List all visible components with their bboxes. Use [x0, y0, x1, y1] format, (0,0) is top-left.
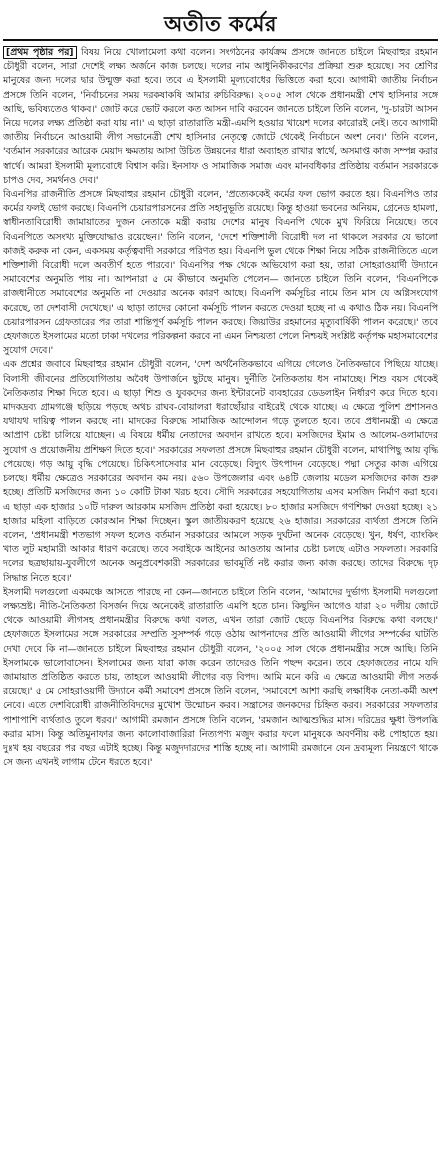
article-paragraph — [3, 46, 438, 188]
article-paragraph: ইসলামী দলগুলো একমঞ্চে আসতে পারছে না কেন—জানতে চাইলে তিনি বলেন, 'আমাদের দুর্ভাগ্য ইসলামী দলগুলো লক্ষ্যভ্রষ্ট। নীতি-নৈতিকতা বিসর্জন দিয়ে অনেকেই রাতারাতি এমপি হতে চান। কিছুদিন আগেও যারা ২০ দলীয় জোটে থেকে আওয়ামী লীগসহ প্রধানমন্ত্রীর বিরুদ্ধে কথা বলত, এখন তারা জোট ছেড়ে বিএনপির বিরুদ্ধে কথা বলছে।' হেফাজতে ইসলামের সঙ্গে সরকারের সম্প্রতি সুসম্পর্ক গড়ে ওঠায় আপনাদের প্রতি আওয়ামী লীগের সম্পর্কের ঘাটতি দেখা দেবে কি না—জানতে চাইলে মিছবাহুর রহমান চৌধুরী বলেন, '২০০৫ সাল থেকে প্রধানমন্ত্রীর সঙ্গে আছি। তিনি ইসলামকে ভালোবাসেন। ইসলামের জন্য যারা কাজ করেন তাদেরও তিনি পছন্দ করেন। তবে হেফাজতের নামে যদি জামায়াত প্রতিষ্ঠিত করতে চায়, তাহলে আওয়ামী লীগের বড় বিপদ। আমি মনে করি এ ক্ষেত্রে আওয়ামী লীগ সতর্ক রয়েছে।' ৫ মে সোহরাওয়ার্দী উদ্যানে কর্মী সমাবেশ প্রসঙ্গে তিনি বলেন, 'সমাবেশে আশা করছি লক্ষাধিক নেতা-কর্মী অংশ নেবে। এতে দেশবিরোধী রাজনীতিবিদদের মুখোশ উন্মোচন করব। সন্ত্রাসের জনকদের চিহ্নিত করব। সরকারের সফলতার পাশাপাশি ব্যর্থতাও তুলে ধরব।' আগামী রমজান প্রসঙ্গে তিনি বলেন, 'রমজান আত্মশুদ্ধির মাস। দরিদ্রের ক্ষুধা উপলব্ধি করার মাস। কিন্তু অতিমুনাফার জন্য কালোবাজারিরা নিত্যপণ্য মজুদ করার ফলে মানুষকে অবর্ণনীয় কষ্ট পোহাতে হয়। দুঃখ হয় বছরের পর বছর এটাই হচ্ছে। কিন্তু মজুদদারদের শাস্তি হচ্ছে না। আগামী রমজানে যেন দ্রব্যমূল্য নিয়ন্ত্রণে থাকে সে জন্য এখনই লাগাম টেনে ধরতে হবে।' — [3, 586, 438, 769]
paragraph-text: বিষয় নিয়ে খোলামেলা কথা বলেন। সংগঠনের কার্যক্রম প্রসঙ্গে জানতে চাইলে মিছবাহুর রহমান চৌধুরী বলেন, সারা দেশেই লক্ষ্য অর্জনে কাজ চলছে। দলের নাম আধুনিকীকরণের প্রক্রিয়া শুরু হয়েছে। সব শ্রেণির মানুষের জন্য দলের দ্বার উন্মুক্ত করা হবে। তবে এ ইসলামী মূল্যবোধের ভিত্তিতে করা হবে। আগামী জাতীয় নির্বাচন প্রসঙ্গে তিনি বলেন, 'নির্বাচনের সময় দরকষাকষি আমার রুচিবিরুদ্ধ। ২০০৫ সাল থেকে প্রধানমন্ত্রী শেখ হাসিনার সঙ্গে আছি, ভবিষ্যতেও থাকব।' জোট করে ভোট করলে কত আসন দাবি করবেন জানতে চাইলে তিনি বলেন, 'দু-চারটা আসন নিয়ে দলের লক্ষ্য প্রতিষ্ঠা করা যায় না।' এ ছাড়া রাতারাতি মন্ত্রী-এমপি হওয়ার খায়েশ দলের কারোরই নেই। তবে আগামী জাতীয় নির্বাচনে আওয়ামী লীগ সভানেত্রী শেখ হাসিনার নেতৃত্বে জোটে থেকেই নির্বাচনে অংশ নেব।' তিনি বলেন, 'বর্তমান সরকারের আরেক মেয়াদ ক্ষমতায় আসা উচিত উন্নয়নের ধারা অব্যাহত রাখার স্বার্থে, অসমাপ্ত কাজ সম্পন্ন করার স্বার্থে। আমরা ইসলামী মূল্যবোধে বিশ্বাস করি। ইনসাফ ও সামাজিক সমাজ এবং মানবধিকার প্রতিষ্ঠায় বর্তমান সরকারকে চাপও দেব, সমর্থনও দেব।' — [3, 47, 438, 186]
article-body — [3, 46, 438, 1174]
article-paragraph: বিএনপির রাজনীতি প্রসঙ্গে মিছবাহুর রহমান চৌধুরী বলেন, 'প্রত্যেককেই কর্মের ফল ভোগ করতে হয়। বিএনপিও তার কর্মের ফলই ভোগ করছে। বিএনপি চেয়ারপারসনের প্রতি সহানুভূতি রয়েছে। কিন্তু হাওয়া ভবনের অনিয়ম, গ্রেনেড হামলা, স্বাধীনতাবিরোধী জামায়াতের দুজন নেতাকে মন্ত্রী করায় দেশের মানুষ বিএনপি থেকে মুখ ফিরিয়ে নিয়েছে। তবে বিএনপিতে অসংখ্য মুক্তিযোদ্ধাও রয়েছেন।' তিনি বলেন, 'দেশে শক্তিশালী বিরোধী দল না থাকলে সরকার যে ভালো কাজই করুক না কেন, একসময় কর্তৃত্ববাদী সরকারে পরিণত হয়। বিএনপি ভুল থেকে শিক্ষা নিয়ে সঠিক রাজনীতিতে এলে শক্তিশালী বিরোধী দলে অবতীর্ণ হতে পারবে।' বিএনপির পক্ষ থেকে অভিযোগ করা হয়, তারা সোহরাওয়ার্দী উদ্যানে সমাবেশের অনুমতি পায় না। আপনারা ৫ মে কীভাবে অনুমতি পেলেন— জানতে চাইলে তিনি বলেন, 'বিএনপিকে রাজধানীতে সমাবেশের অনুমতি না দেওয়ার অনেক কারণ আছে। বিএনপি কর্মসূচির নামে তিন মাস যে অগ্নিসংযোগ করেছে, তা দেশবাসী দেখেছে।' এ ছাড়া তাদের কোনো কর্মসূচি পালন করতে দেওয়া হচ্ছে না এ কথাও ঠিক নয়। বিএনপি চেয়ারপারসন গ্রেফতারের পর তারা শান্তিপূর্ণ কর্মসূচি পালন করছে। জিয়াউর রহমানের মৃত্যুবার্ষিকী পালন করেছে।' তবে হেফাজতে ইসলামের মতো ঢাকা দখলের পরিকল্পনা করবে না এমন নিশ্চয়তা পেলে নিশ্চয়ই সংশ্লিষ্ট কর্তৃপক্ষ মহাসমাবেশের সুযোগ দেবে।' — [3, 189, 438, 357]
article-paragraph: এক প্রশ্নের জবাবে মিছবাহুর রহমান চৌধুরী বলেন, 'দেশ অর্থনৈতিকভাবে এগিয়ে গেলেও নৈতিকভাবে পিছিয়ে যাচ্ছে। বিলাসী জীবনের প্রতিযোগিতায় অবৈধ উপার্জনে ছুটছে মানুষ। দুর্নীতি নৈতিকতায় ধস নামাচ্ছে। শিশু বয়স থেকেই নৈতিকতার শিক্ষা দিতে হবে। এ ছাড়া শিশু ও যুবকদের জন্য ইন্টারনেট ব্যবহারের ডেডলাইন নির্ধারণ করে দিতে হবে। মাদকদ্রব্য গ্রামগঞ্জে ছড়িয়ে পড়ছে অথচ রাঘব-বোয়ালরা ধরাছোঁয়ার বাইরেই থেকে যাচ্ছে। এ ক্ষেত্রে পুলিশ প্রশাসনও যথাযথ দায়িত্ব পালন করছে না। মাদকের বিরুদ্ধে সামাজিক আন্দোলন গড়ে তুলতে হবে। তবে প্রধানমন্ত্রী এ ক্ষেত্রে আপ্রাণ চেষ্টা চালিয়ে যাচ্ছেন। এ বিষয়ে ধর্মীয় নেতাদের অবদান রাখতে হবে। মসজিদের ইমাম ও আলেম-ওলামাদের সুযোগ ও প্রয়োজনীয় প্রশিক্ষণ দিতে হবে।' সরকারের সফলতা প্রসঙ্গে মিছবাহুর রহমান চৌধুরী বলেন, মাথাপিছু আয় বৃদ্ধি পেয়েছে। গড় আয়ু বৃদ্ধি পেয়েছে। চিকিৎসাসেবার মান বেড়েছে। বিদ্যুৎ উৎপাদন বেড়েছে। পদ্মা সেতুর কাজ এগিয়ে চলছে। ধর্মীয় ক্ষেত্রেও সরকারের অবদান কম নয়। ৫৬০ উপজেলার এবং ৬৪টি জেলায় মডেল মসজিদের কাজ শুরু হচ্ছে। প্রতিটি মসজিদের জন্য ১০ কোটি টাকা খরচ হবে। সৌদি সরকারের সহযোগিতায় এসব মসজিদ নির্মাণ করা হবে। এ ছাড়া এক হাজার ১০টি দারুল আরকাম মসজিদ প্রতিষ্ঠা করা হয়েছে। ৮০ হাজার মসজিদে গণশিক্ষা দেওয়া হচ্ছে। ২১ হাজার মহিলা বাড়িতে কোরআন শিক্ষা দিচ্ছেন। স্কুল জাতীয়করণ হয়েছে ২৬ হাজার। সরকারের ব্যর্থতা প্রসঙ্গে তিনি বলেন, 'প্রধানমন্ত্রী শতভাগ সফল হলেও বর্তমান সরকারের আমলে সড়ক দুর্ঘটনা অনেক বেড়েছে। খুন, ধর্ষণ, ব্যাংকিং খাত লুট মহামারী আকার ধারণ করেছে। তবে সবাইকে আইনের আওতায় আনার চেষ্টা চলছে এটাও সফলতা। সরকারি দলের ছত্রছায়ায়-যুবলীগে অনেক অনুপ্রবেশকারী সরকারের ভাবমূর্তি নষ্ট করার জন্য কাজ করছে। তাদের বিরুদ্ধে দৃঢ় সিদ্ধান্ত নিতে হবে।' — [3, 359, 438, 584]
headline-area — [0, 0, 441, 38]
headline-rule — [3, 39, 438, 41]
article-headline: অতীত কর্মের — [164, 11, 277, 36]
continuation-tag: [প্রথম পৃষ্ঠার পর] — [3, 46, 77, 59]
